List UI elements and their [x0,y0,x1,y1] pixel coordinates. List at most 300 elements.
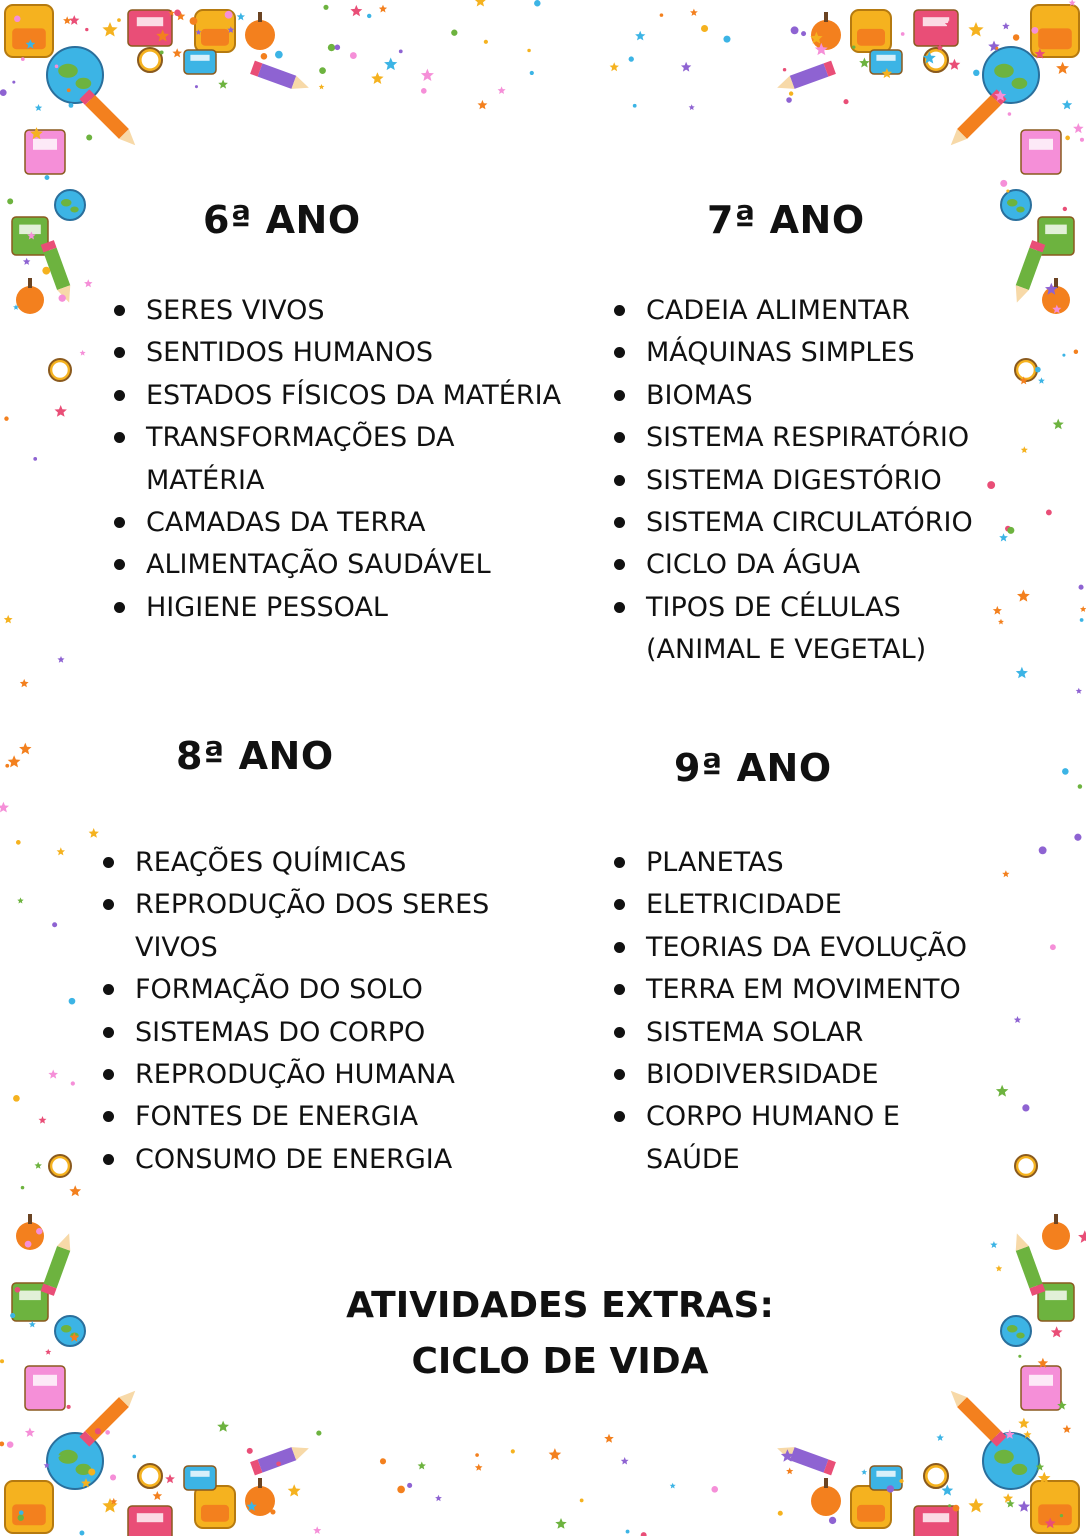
book-label [1045,1291,1067,1301]
star-icon [384,58,397,71]
apple-icon [245,1486,275,1516]
confetti-dot [451,30,457,36]
heading-7-ano: 7ª ANO [707,198,865,242]
book-icon [870,1466,902,1490]
confetti-dot [88,1469,95,1476]
star-icon [246,1501,257,1511]
star-icon [990,1241,997,1248]
backpack-icon [851,10,891,52]
backpack-icon [851,1486,891,1528]
book-label [137,17,163,26]
topic-list-8-ano [99,842,589,1181]
apple-stem [28,278,32,288]
globe-land [1007,199,1018,207]
star-icon [1035,48,1046,58]
star-icon [4,615,13,624]
list-item: REAÇÕES QUÍMICAS [99,842,589,884]
globe-land [76,1464,92,1475]
book-icon [25,130,65,174]
star-icon [1076,688,1082,694]
book-label [190,1471,209,1477]
confetti-dot [1065,136,1070,141]
confetti-dot [16,840,21,845]
confetti-dot [887,1485,894,1492]
confetti-dot [55,65,59,69]
globe-land [1016,1333,1024,1339]
globe-land [1012,78,1028,89]
star-icon [942,1485,954,1496]
list-item: PLANETAS [610,842,1050,884]
confetti-dot [633,104,637,108]
confetti-dot [266,39,270,43]
confetti-dot [86,134,92,140]
star-icon [1002,22,1010,29]
star-icon [1052,305,1061,314]
star-icon [169,10,175,16]
apple-icon [811,1486,841,1516]
star-icon [1038,1472,1051,1484]
book-label [876,55,895,61]
extras-block [260,1278,860,1390]
star-icon [1045,1518,1056,1529]
apple-icon [16,1222,44,1250]
star-icon [936,1434,944,1441]
heading-9-ano: 9ª ANO [674,746,832,790]
apple-stem [258,1478,262,1488]
star-icon [81,1478,91,1487]
confetti-dot [21,1186,25,1190]
pencil-icon [775,1442,836,1476]
confetti-dot [475,1453,479,1457]
backpack-icon [195,10,235,52]
confetti-dot [641,1532,647,1536]
confetti-dot [328,44,335,51]
pencil-icon [41,240,76,305]
clock-face [928,1468,945,1485]
extras-subtitle: CICLO DE VIDA [411,1341,709,1382]
confetti-dot [901,32,905,36]
list-item: MÁQUINAS SIMPLES [610,332,1050,374]
list-item: ALIMENTAÇÃO SAUDÁVEL [110,544,600,586]
confetti-dot [12,81,15,84]
confetti-dot [397,1486,405,1494]
star-icon [996,1265,1003,1271]
clock-icon [138,1464,162,1488]
confetti-dot [1062,768,1069,775]
backpack-pocket [857,1505,885,1522]
star-icon [1056,62,1069,74]
clock-icon [924,48,948,72]
book-label [137,1513,163,1522]
star-icon [1038,1358,1049,1368]
star-icon [218,79,228,88]
star-icon [475,0,487,7]
list-item: BIOMAS [610,375,1050,417]
confetti-dot [786,97,792,103]
star-icon [172,48,182,57]
list-item: ESTADOS FÍSICOS DA MATÉRIA [110,375,600,417]
list-item: SENTIDOS HUMANOS [110,332,600,374]
star-icon [313,1526,321,1534]
star-icon [936,44,943,51]
star-icon [968,1498,983,1513]
confetti-dot [1008,112,1012,116]
star-icon [549,1448,562,1460]
globe-land [58,1450,78,1464]
confetti-dot [85,28,88,31]
book-label [1029,139,1053,150]
confetti-dot [791,26,799,34]
confetti-dot [69,998,76,1005]
book-icon [12,217,48,255]
book-label [19,225,41,235]
pencil-icon [775,61,836,95]
star-icon [69,1185,81,1196]
globe-land [1016,207,1024,213]
confetti-dot [69,103,74,108]
confetti-dot [33,457,37,461]
star-icon [350,5,362,16]
confetti-dot [1074,834,1081,841]
list-item: FORMAÇÃO DO SOLO [99,969,589,1011]
backpack-icon [5,5,53,57]
star-icon [153,1491,163,1500]
confetti-dot [1018,1355,1021,1358]
confetti-dot [1060,1514,1063,1517]
star-icon [288,1484,301,1496]
star-icon [1005,1430,1015,1439]
globe-land [61,1325,72,1333]
confetti-dot [1000,180,1007,187]
backpack-pocket [12,28,46,49]
star-icon [217,1421,229,1432]
star-icon [26,39,36,48]
pencil-icon [79,1386,140,1447]
star-icon [923,51,936,63]
list-item: TEORIAS DA EVOLUÇÃO [610,927,1050,969]
star-icon [0,802,9,813]
star-icon [27,232,35,240]
list-item: CICLO DA ÁGUA [610,544,1050,586]
star-icon [1062,100,1072,110]
apple-stem [824,12,828,22]
confetti-dot [79,1531,84,1536]
confetti-dot [195,85,198,88]
confetti-dot [380,1458,386,1464]
star-icon [418,1462,426,1470]
star-icon [635,31,645,41]
book-label [923,1513,949,1522]
star-icon [475,1464,483,1471]
star-icon [29,1321,36,1328]
book-icon [1038,217,1074,255]
heading-6-ano: 6ª ANO [203,198,361,242]
star-icon [1036,1463,1044,1471]
globe-icon [1001,190,1031,220]
star-icon [176,11,185,20]
book-icon [914,1506,958,1536]
star-icon [102,1498,117,1513]
pencil-icon [946,89,1007,150]
list-item: SISTEMA CIRCULATÓRIO [610,502,1050,544]
pencil-icon [250,61,311,95]
star-icon [84,279,92,287]
star-icon [35,104,42,111]
confetti-dot [778,1511,783,1516]
confetti-dot [95,1428,101,1434]
topic-list-7-ano [610,290,1050,672]
apple-icon [811,20,841,50]
confetti-dot [52,922,57,927]
confetti-dot [335,45,341,51]
globe-land [1007,1325,1018,1333]
star-icon [13,304,19,310]
clock-face [142,52,159,69]
star-icon [1053,419,1064,430]
confetti-dot [19,1510,24,1515]
backpack-pocket [201,1505,229,1522]
list-item: CORPO HUMANO E SAÚDE [610,1096,1050,1181]
pencil-icon [1010,1231,1045,1296]
star-icon [35,1162,42,1169]
globe-land [70,1333,78,1339]
confetti-dot [110,1474,116,1480]
confetti-dot [1013,34,1019,40]
globe-land [994,64,1014,78]
globe-land [70,207,78,213]
globe-icon [55,1316,85,1346]
clock-icon [924,1464,948,1488]
book-icon [25,1366,65,1410]
star-icon [690,9,698,16]
confetti-dot [10,1313,15,1318]
star-icon [1003,1493,1013,1503]
pencil-icon [79,89,140,150]
confetti-dot [1006,189,1009,192]
confetti-dot [71,1081,75,1085]
confetti-dot [190,17,198,25]
star-icon [988,41,1000,52]
star-icon [39,1116,47,1124]
star-icon [30,127,43,139]
confetti-dot [511,1449,515,1453]
star-icon [379,5,387,13]
star-icon [421,69,434,81]
confetti-dot [1050,944,1056,950]
apple-stem [1054,278,1058,288]
confetti-dot [1032,27,1039,34]
apple-stem [824,1478,828,1488]
confetti-dot [801,31,806,36]
confetti-dot [626,1530,630,1534]
confetti-dot [829,1517,836,1524]
confetti-dot [1063,207,1067,211]
star-icon [815,43,828,55]
confetti-dot [160,50,164,54]
star-icon [555,1518,566,1529]
list-item: REPRODUÇÃO DOS SERES VIVOS [99,884,589,969]
confetti-dot [225,11,233,19]
clock-face [52,362,67,377]
confetti-dot [1080,138,1084,142]
book-label [923,17,949,26]
confetti-dot [995,47,998,50]
star-icon [1069,0,1076,6]
confetti-dot [323,5,328,10]
list-item: SISTEMAS DO CORPO [99,1012,589,1054]
confetti-dot [783,68,786,71]
star-icon [968,22,983,37]
confetti-dot [1074,350,1078,354]
star-icon [1057,1401,1066,1410]
star-icon [63,16,71,24]
star-icon [670,1483,676,1489]
star-icon [52,1452,60,1460]
confetti-dot [117,18,121,22]
star-icon [156,29,169,41]
star-icon [17,897,23,903]
confetti-dot [660,13,664,17]
extras-title: ATIVIDADES EXTRAS: [346,1285,774,1326]
star-icon [227,26,234,33]
confetti-dot [580,1499,584,1503]
star-icon [102,22,117,37]
confetti-dot [421,88,427,94]
backpack-icon [5,1481,53,1533]
globe-icon [47,47,103,103]
star-icon [859,58,870,68]
confetti-dot [527,49,530,52]
globe-land [994,1450,1014,1464]
pencil-icon [41,1231,76,1296]
backpack-pocket [857,29,885,46]
confetti-dot [14,16,20,22]
book-icon [128,1506,172,1536]
star-icon [498,86,506,94]
star-icon [861,1469,867,1475]
list-item: BIODIVERSIDADE [610,1054,1050,1096]
star-icon [319,84,325,89]
confetti-dot [174,10,181,17]
book-icon [1021,1366,1061,1410]
star-icon [945,20,953,28]
book-label [33,139,57,150]
confetti-dot [18,1515,24,1521]
list-item: SERES VIVOS [110,290,600,332]
star-icon [810,32,822,44]
star-icon [20,679,29,687]
confetti-dot [899,1479,903,1483]
topic-list-6-ano [110,290,600,629]
confetti-dot [15,1287,21,1293]
star-icon [1063,1425,1072,1433]
book-icon [914,10,958,46]
star-icon [604,1434,614,1443]
list-item: SISTEMA DIGESTÓRIO [610,460,1050,502]
apple-icon [245,20,275,50]
backpack-icon [1031,5,1079,57]
book-icon [1038,1283,1074,1321]
globe-icon [47,1433,103,1489]
star-icon [1023,1431,1031,1439]
list-item: REPRODUÇÃO HUMANA [99,1054,589,1096]
apple-stem [28,1214,32,1224]
list-item: CONSUMO DE ENERGIA [99,1139,589,1181]
globe-land [58,64,78,78]
confetti-dot [319,67,326,74]
book-icon [184,50,216,74]
globe-land [1012,1464,1028,1475]
star-icon [478,100,488,109]
list-item: HIGIENE PESSOAL [110,587,600,629]
star-icon [1078,1230,1086,1243]
confetti-dot [316,1430,321,1435]
star-icon [882,68,893,78]
book-icon [1021,130,1061,174]
globe-icon [1001,1316,1031,1346]
clock-face [142,1468,159,1485]
star-icon [57,656,64,663]
confetti-dot [0,1441,4,1446]
confetti-dot [132,1455,136,1459]
star-icon [435,1495,442,1502]
confetti-dot [350,52,357,59]
book-label [1029,1375,1053,1386]
heading-8-ano: 8ª ANO [176,734,334,778]
list-item: ELETRICIDADE [610,884,1050,926]
clock-icon [138,48,162,72]
star-icon [110,1498,117,1505]
confetti-dot [7,1441,14,1448]
clock-face [52,1158,67,1173]
confetti-dot [276,1461,281,1466]
confetti-dot [973,70,979,76]
list-item: FONTES DE ENERGIA [99,1096,589,1138]
clock-face [928,52,945,69]
confetti-dot [67,88,71,92]
confetti-dot [852,45,855,48]
confetti-dot [789,91,793,95]
star-icon [371,72,383,84]
star-icon [8,755,21,767]
book-label [876,1471,895,1477]
star-icon [89,828,99,838]
confetti-dot [1080,618,1084,622]
confetti-dot [1078,784,1083,789]
book-label [190,55,209,61]
globe-icon [55,190,85,220]
apple-icon [1042,1222,1070,1250]
confetti-dot [843,99,848,104]
confetti-dot [953,1505,960,1512]
star-icon [689,104,695,110]
star-icon [1006,1499,1015,1507]
book-label [19,1291,41,1301]
star-icon [69,1332,79,1341]
confetti-dot [1062,354,1065,357]
clock-icon [49,1155,71,1177]
star-icon [19,743,31,755]
star-icon [1051,1326,1063,1337]
star-icon [781,1449,794,1462]
star-icon [1018,1500,1030,1511]
backpack-pocket [12,1504,46,1525]
pencil-icon [250,1442,311,1476]
confetti-dot [629,56,634,61]
globe-land [61,199,72,207]
star-icon [681,62,691,72]
book-icon [870,50,902,74]
